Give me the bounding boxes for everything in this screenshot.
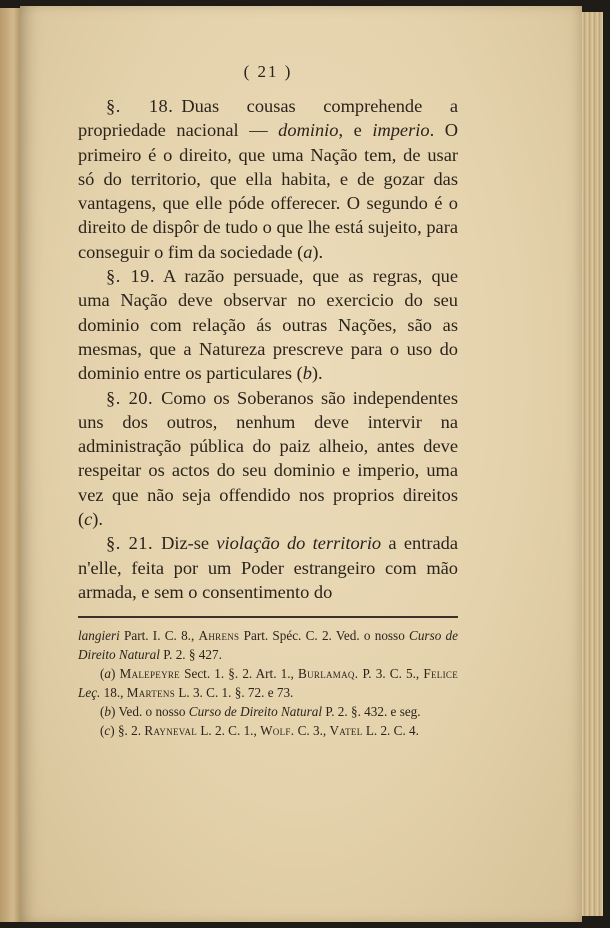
- author-name: Martens: [126, 684, 176, 700]
- footnote: [78, 721, 458, 740]
- text-run: Part. Spéc. C. 2. Ved. o nosso: [239, 627, 410, 643]
- text-run: ).: [92, 509, 104, 530]
- text-run: A razão persuade, que as regras, que uma Nação deve observar no exercicio do seu dominio com relação ás outras Nações, são as mesmas, que a Natureza prescreve para o uso do dominio entre os particulares (: [78, 266, 458, 384]
- italic-text: Curso de Direito Natural: [188, 703, 323, 719]
- text-run: 18.,: [100, 684, 127, 700]
- italic-text: b: [302, 363, 312, 384]
- text-run: ).: [312, 241, 324, 262]
- italic-text: c: [84, 509, 93, 530]
- text-run: L. 2. C. 4.: [362, 722, 419, 738]
- italic-text: a: [104, 665, 111, 681]
- author-name: Malepeyre: [119, 665, 180, 681]
- paragraph: [78, 94, 458, 264]
- text-run: P. 2. §. 432. e seg.: [322, 703, 421, 719]
- italic-text: Leç.: [78, 684, 101, 700]
- text-run: (: [100, 665, 105, 681]
- italic-text: imperio: [372, 120, 430, 141]
- footnote-rule: [78, 616, 458, 618]
- italic-text: a: [303, 241, 313, 262]
- text-run: P. 2. § 427.: [159, 646, 222, 662]
- footnotes: [78, 626, 458, 740]
- paragraph: [78, 386, 458, 532]
- text-run: Part. I. C. 8.,: [119, 627, 199, 643]
- text-run: , e: [338, 120, 373, 141]
- text-run: L. 2. C. 1.,: [197, 722, 261, 738]
- text-run: . O primeiro é o direito, que uma Nação tem, de usar só do territorio, que ella habita, e de gozar das vantagens, que elle póde offerecer. O segundo é o direito de dispôr de tudo o que lhe está sujeito, para conseguir o fim da sociedade (: [78, 120, 458, 262]
- text-run: Diz-se: [161, 533, 217, 554]
- text-run: a entrada n'elle, feita por um Poder estrangeiro com mão armada, e sem o consentimento do: [78, 533, 458, 602]
- footnote: [78, 626, 458, 664]
- author-name: Wolf.: [260, 722, 295, 738]
- text-run: (: [100, 703, 105, 719]
- text-run: ) Ved. o nosso: [111, 703, 189, 719]
- section-number: §. 20.: [106, 387, 154, 408]
- section-number: §. 21.: [106, 533, 154, 554]
- author-name: Burlamaq.: [298, 665, 359, 681]
- text-run: ): [111, 665, 120, 681]
- text-run: ).: [311, 363, 323, 384]
- body-text: [78, 94, 458, 604]
- text-run: Duas cousas comprehende a propriedade nacional —: [78, 96, 458, 141]
- italic-text: c: [104, 722, 111, 738]
- section-number: §. 19.: [106, 266, 155, 287]
- italic-text: langieri: [78, 627, 120, 643]
- text-run: Sect. 1. §. 2. Art. 1.,: [179, 665, 298, 681]
- text-run: P. 3. C. 5.,: [358, 665, 424, 681]
- text-run: Como os Soberanos são independentes uns dos outros, nenhum deve intervir na administração pública do paiz alheio, antes deve respeitar os actos do seu dominio e imperio, uma vez que não seja offendido nos proprios direitos (: [78, 387, 458, 530]
- italic-text: dominio: [278, 120, 339, 141]
- page-number: ( 21 ): [243, 62, 293, 81]
- author-name: Ahrens: [198, 627, 240, 643]
- page-block-edges: [580, 12, 603, 916]
- page-content: [78, 62, 458, 740]
- paragraph: [78, 264, 458, 385]
- italic-text: b: [104, 703, 111, 719]
- author-name: Vatel: [329, 722, 363, 738]
- footnote: [78, 664, 458, 702]
- text-run: C. 3.,: [294, 722, 330, 738]
- text-run: ) §. 2.: [110, 722, 145, 738]
- author-name: Rayneval: [144, 722, 198, 738]
- italic-text: Curso de Direito Natural: [78, 627, 458, 662]
- text-run: L. 3. C. 1. §. 72. e 73.: [175, 684, 294, 700]
- section-number: §. 18.: [106, 96, 174, 116]
- author-name: Felice: [423, 665, 458, 681]
- text-run: (: [100, 722, 105, 738]
- italic-text: violação do territorio: [216, 533, 382, 554]
- paragraph: [78, 531, 458, 604]
- footnote: [78, 702, 458, 721]
